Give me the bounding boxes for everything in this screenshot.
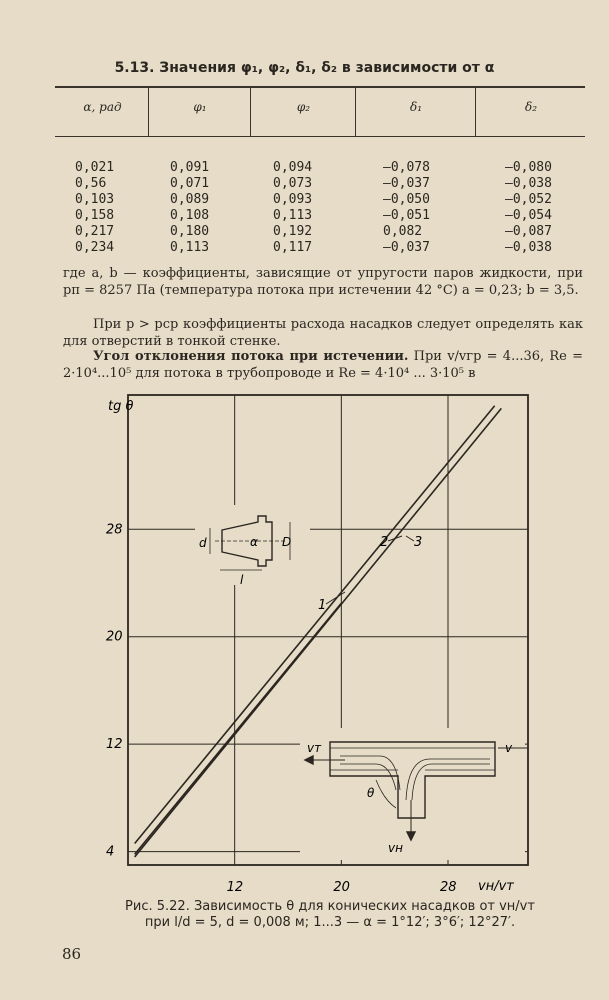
- cell-alpha: 0,158: [75, 208, 115, 223]
- table-row: [75, 224, 595, 240]
- inset-label-v: v: [505, 741, 513, 755]
- x-axis-label: vн/vт: [478, 879, 514, 894]
- header-phi1: φ₁: [193, 100, 207, 114]
- cell-phi1: 0,089: [170, 192, 210, 207]
- cell-alpha: 0,234: [75, 240, 115, 255]
- inset-label-l: l: [240, 573, 244, 587]
- y-axis-label: tg θ: [108, 399, 134, 414]
- paragraph-coefficients: где a, b — коэффициенты, зависящие от упругости паров жидкости, при pп = 8257 Па (температура потока при истечении 42 °C) a = 0,23; b = 3,5.: [63, 266, 583, 298]
- cell-delta2: —0,038: [505, 176, 552, 191]
- inset-label-theta: θ: [367, 786, 375, 800]
- caption-line-1: Рис. 5.22. Зависимость θ для конических насадков от vн/vт: [125, 899, 535, 914]
- table-top-rule: [55, 86, 585, 88]
- cell-phi1: 0,091: [170, 160, 210, 175]
- deflection-chart: [85, 385, 595, 895]
- cell-phi2: 0,093: [273, 192, 313, 207]
- cell-alpha: 0,103: [75, 192, 115, 207]
- series-label-3: 3: [414, 535, 423, 550]
- pipe-inset: [300, 728, 528, 860]
- table-row: [75, 176, 595, 192]
- cell-delta1: —0,051: [383, 208, 430, 223]
- col-divider: [250, 88, 251, 136]
- cell-phi1: 0,071: [170, 176, 210, 191]
- series-label-2: 2: [380, 535, 389, 550]
- cell-delta1: 0,082: [383, 224, 423, 239]
- cell-delta2: —0,054: [505, 208, 552, 223]
- cell-phi1: 0,108: [170, 208, 210, 223]
- header-alpha: α, рад: [83, 100, 122, 114]
- cell-delta1: —0,037: [383, 176, 430, 191]
- paragraph-pressure: При p > pср коэффициенты расхода насадков следует определять как для отверстий в тонкой стенке.: [63, 317, 583, 349]
- x-tick-label: 20: [333, 880, 350, 895]
- cell-alpha: 0,56: [75, 176, 107, 191]
- cell-delta2: —0,052: [505, 192, 552, 207]
- header-delta1: δ₁: [409, 100, 423, 114]
- cell-phi1: 0,180: [170, 224, 210, 239]
- y-tick-label: 4: [106, 844, 115, 860]
- leader-2: [388, 536, 402, 541]
- cell-phi2: 0,113: [273, 208, 313, 223]
- col-divider: [355, 88, 356, 136]
- paragraph-heading: Угол отклонения потока при истечении.: [93, 349, 409, 364]
- inset-label-vh: vн: [388, 841, 403, 855]
- inset-label-d: d: [199, 536, 207, 550]
- table-body: [75, 160, 595, 256]
- cell-phi2: 0,073: [273, 176, 313, 191]
- cell-alpha: 0,021: [75, 160, 115, 175]
- x-tick-label: 12: [226, 880, 244, 895]
- table-row: [75, 192, 595, 208]
- y-tick-label: 28: [106, 522, 123, 538]
- caption-line-2: при l/d = 5, d = 0,008 м; 1...3 — α = 1°12′; 3°6′; 12°27′.: [144, 915, 516, 930]
- inset-label-alpha: α: [250, 535, 258, 549]
- cell-delta1: —0,037: [383, 240, 430, 255]
- leader-3: [406, 536, 414, 541]
- col-divider: [475, 88, 476, 136]
- cell-phi2: 0,192: [273, 224, 313, 239]
- header-phi2: φ₂: [296, 100, 311, 114]
- y-tick-label: 12: [106, 737, 123, 753]
- cell-alpha: 0,217: [75, 224, 115, 239]
- cell-phi1: 0,113: [170, 240, 210, 255]
- series-label-1: 1: [318, 598, 327, 613]
- inset-label-D: D: [282, 535, 292, 549]
- cell-phi2: 0,117: [273, 240, 313, 255]
- table-row: [75, 160, 595, 176]
- table-row: [75, 240, 595, 256]
- col-divider: [148, 88, 149, 136]
- header-delta2: δ₂: [524, 100, 538, 114]
- table-row: [75, 208, 595, 224]
- table-header-rule: [55, 136, 585, 137]
- page-number: 86: [62, 945, 82, 963]
- cell-delta1: —0,078: [383, 160, 430, 175]
- figure-caption: [80, 899, 580, 931]
- cell-delta1: —0,050: [383, 192, 430, 207]
- cell-delta2: —0,038: [505, 240, 552, 255]
- cell-phi2: 0,094: [273, 160, 313, 175]
- table-title: 5.13. Значения φ₁, φ₂, δ₁, δ₂ в зависимости от α: [114, 60, 495, 76]
- y-tick-label: 20: [106, 629, 123, 645]
- cell-delta2: —0,080: [505, 160, 552, 175]
- paragraph-deflection: [63, 348, 583, 382]
- inset-label-vt: vт: [307, 741, 322, 755]
- paragraph-body: При v/vгр = 4...36, Re = 2·10⁴...10⁵ для потока в трубопроводе и Re = 4·10⁴ ... 3·10⁵ в: [63, 349, 584, 381]
- cell-delta2: —0,087: [505, 224, 552, 239]
- x-tick-label: 28: [440, 880, 457, 895]
